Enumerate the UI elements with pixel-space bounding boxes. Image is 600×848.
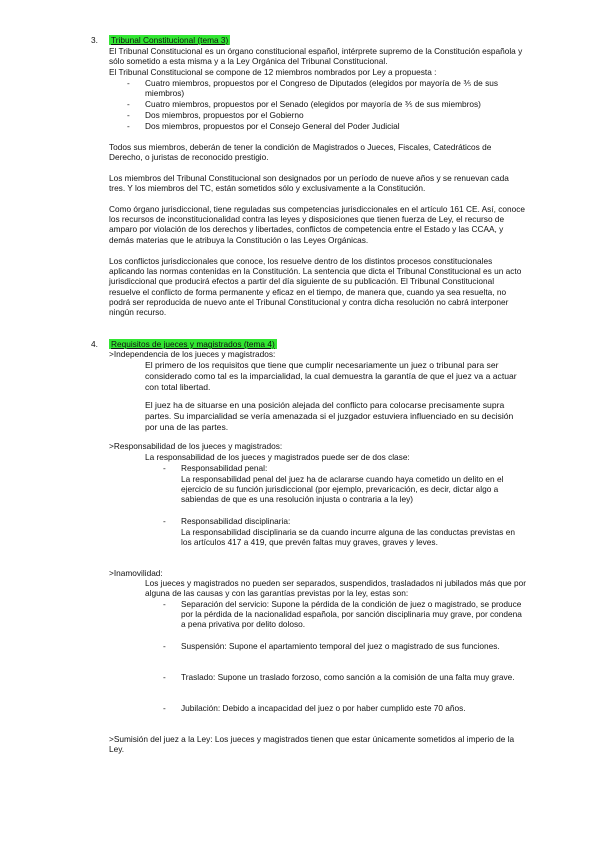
tc-paragraph-term: Los miembros del Tribunal Constitucional son designados por un período de nueve años y se renuevan cada tres. Y los miembros del TC, están sometidos sólo y exclusivamente a la Constitución. <box>109 173 509 194</box>
responsabilidad-intro: La responsabilidad de los jueces y magistrados puede ser de dos clase: <box>145 452 410 462</box>
tc-intro-2: El Tribunal Constitucional se compone de 12 miembros nombrados por Ley a propuesta : <box>109 67 437 77</box>
responsabilidad-heading: >Responsabilidad de los jueces y magistrados: <box>109 441 283 451</box>
tc-paragraph-competencias: Como órgano jurisdiccional, tiene reguladas sus competencias jurisdiccionales en el artículo 161 CE. Así, conoce los recursos de inconstitucionalidad contra las leyes y disposiciones que tienen fuerza de Ley, el recurso de amparo por violación de los derechos y libertades, conflictos de competencia entre el Estado y las CCAA, y demás materias que le atribuya la Constitución o las Leyes Orgánicas. <box>109 204 525 245</box>
independencia-paragraph-1: El primero de los requisitos que tiene que cumplir necesariamente un juez o tribunal para ser considerado como tal es la imparcialidad, la cual demuestra la garantía de que el juez va a actuar con total libertad. <box>145 360 517 392</box>
section-4-title: Requisitos de jueces y magistrados (tema 4) <box>111 339 275 349</box>
independencia-heading: >Independencia de los jueces y magistrados: <box>109 349 276 359</box>
responsabilidad-disciplinaria-title: Responsabilidad disciplinaria: <box>181 516 291 526</box>
tc-paragraph-members: Todos sus miembros, deberán de tener la condición de Magistrados o Jueces, Fiscales, Catedráticos de Derecho, o juristas de reconocido prestigio. <box>109 142 492 163</box>
inamovilidad-heading: >Inamovilidad: <box>109 568 163 578</box>
document-page: 3. Tribunal Constitucional (tema 3) El Tribunal Constitucional es un órgano constitucional español, intérprete supremo de la Constitución española y sólo sometido a esta misma y a la Ley Orgánica del Tribunal Constitucional. El Tribunal Constitucional se compone de 12 miembros nombrados por Ley a propuesta : - Cuatro miembros, propuestos por el Congreso de Diputados (elegidos por mayoría de ⅗ de sus miembros) - Cuatro miembros, propuestos por el Senado (elegidos por mayoría de ⅗ de sus miembros) - Dos miembros, propuestos por el Gobierno - Dos miembros, propuestos por el Consejo General del Poder Judicial Todos sus miembros, deberán de tener la condición de Magistrados o Jueces, Fiscales, Catedráticos de Derecho, o juristas de reconocido prestigio. Los miembros del Tribunal Constitucional son designados por un período de nueve años y se renuevan cada tres. Y los miembros del TC, están sometidos sólo y exclusivamente a la Constitución. Como órgano jurisdiccional, tiene reguladas sus competencias jurisdiccionales en el artículo 161 CE. Así, conoce los recursos de inconstitucionalidad contra las leyes y disposiciones que tienen fuerza de Ley, el recurso de amparo por violación de los derechos y libertades, conflictos de competencia entre el Estado y las CCAA, y demás materias que le atribuya la Constitución o las Leyes Orgánicas. Los conflictos jurisdiccionales que conoce, los resuelve dentro de los distintos procesos constitucionales aplicando las normas contenidas en la Constitución. La sentencia que dicta el Tribunal Constitucional es un acto jurisdiccional que producirá efectos a partir del día siguiente de su publicación. El Tribunal Constitucional resuelve el conflicto de forma permanente y eficaz en el tiempo, de manera que, cuando ya sea resuelta, no podrá ser reproducida de nuevo ante el Tribunal Constitucional y contra dicha resolución no cabrá interponer ningún recurso. 4. Requisitos de jueces y magistrados (tema 4) >Independencia de los jueces y magistrados: El primero de los requisitos que tiene que cumplir necesariamente un juez o tribunal para ser considerado como tal es la imparcialidad, la cual demuestra la garantía de que el juez va a actuar con total libertad. El juez ha de situarse en una posición alejada del conflicto para colocarse precisamente supra partes. Su imparcialidad se vería amenazada si el juzgador estuviera influenciado en su decisión por una de las partes. >Responsabilidad de los jueces y magistrados: La responsabilidad de los jueces y magistrados puede ser de dos clase: - Responsabilidad penal: La responsabilidad penal del juez ha de aclararse cuando haya cometido un delito en el ejercicio de su función jurisdiccional (por ejemplo, prevaricación, es decir, dictar algo a sabiendas de que es una resolución injusta o contraria a la ley) - Responsabilidad disciplinaria: La responsabilidad disciplinaria se da cuando incurre alguna de las conductas previstas en los artículos 417 a 419, que prevén faltas muy graves, graves y leves. >Inamovilidad: Los jueces y magistrados no pueden ser separados, suspendidos, trasladados ni jubilados más que por alguna de las causas y con las garantías previstas por la ley, estas son: - Separación del servicio: Supone la pérdida de la condición de juez o magistrado, se produce por la pérdida de la nacionalidad española, por sanción disciplinaria muy grave, por condena a pena privativa por delito doloso. - Suspensión: Supone el apartamiento temporal del juez o magistrado de sus funciones. - Traslado: Supone un traslado forzoso, como sanción a la comisión de una falta muy grave. - Jubilación: Debido a incapacidad del juez o por haber cumplido este 70 años. >Sumisión del juez a la Ley: Los jueces y magistrados tienen que estar únicamente sometidos al imperio de la Ley. <box>0 0 600 848</box>
section-3-title: Tribunal Constitucional (tema 3) <box>111 35 229 45</box>
inamovilidad-intro: Los jueces y magistrados no pueden ser separados, suspendidos, trasladados ni jubilados más que por alguna de las causas y con las garantías previstas por la ley, estas son: <box>145 578 526 599</box>
responsabilidad-penal-title: Responsabilidad penal: <box>181 463 268 473</box>
tc-paragraph-conflictos: Los conflictos jurisdiccionales que conoce, los resuelve dentro de los distintos procesos constitucionales aplicando las normas contenidas en la Constitución. La sentencia que dicta el Tribunal Constitucional es un acto jurisdiccional que producirá efectos a partir del día siguiente de su publicación. El Tribunal Constitucional resuelve el conflicto de forma permanente y eficaz en el tiempo, de manera que, cuando ya sea resuelta, no podrá ser reproducida de nuevo ante el Tribunal Constitucional y contra dicha resolución no cabrá interponer ningún recurso. <box>109 256 522 318</box>
independencia-paragraph-2: El juez ha de situarse en una posición alejada del conflicto para colocarse precisamente supra partes. Su imparcialidad se vería amenazada si el juzgador estuviera influenciado en su decisión por una de las partes. <box>145 400 514 432</box>
section-4-number: 4. <box>91 339 98 349</box>
section-3-number: 3. <box>91 35 98 45</box>
sumision-paragraph: >Sumisión del juez a la Ley: Los jueces y magistrados tienen que estar únicamente sometidos al imperio de la Ley. <box>109 734 515 755</box>
responsabilidad-disciplinaria-text: La responsabilidad disciplinaria se da cuando incurre alguna de las conductas previstas en los artículos 417 a 419, que prevén faltas muy graves, graves y leves. <box>181 527 515 548</box>
tc-intro-1: El Tribunal Constitucional es un órgano constitucional español, intérprete supremo de la Constitución española y sólo sometido a esta misma y a la Ley Orgánica del Tribunal Constitucional. <box>109 46 523 67</box>
responsabilidad-penal-text: La responsabilidad penal del juez ha de aclararse cuando haya cometido un delito en el ejercicio de su función jurisdiccional (por ejemplo, prevaricación, es decir, dictar algo a sabiendas de que es una resolución injusta o contraria a la ley) <box>181 474 504 505</box>
